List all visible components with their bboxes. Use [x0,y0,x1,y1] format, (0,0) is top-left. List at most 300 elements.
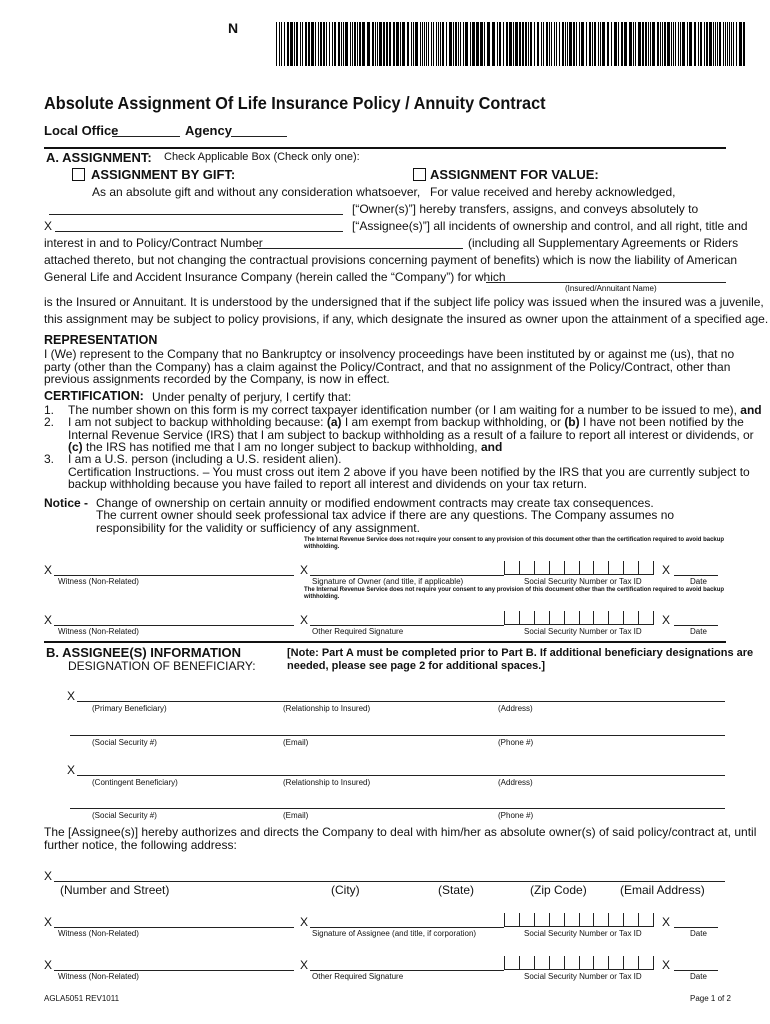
cert-item-2-line-3-text: the IRS has notified me that I am no longer subject to backup withholding, [86,440,478,454]
barcode-bar [343,22,344,66]
ssn-tick [534,913,535,927]
barcode-bar [713,22,714,66]
barcode-bar [402,22,405,66]
authorize-line-2: further notice, the following address: [44,838,237,852]
contingent-phone-caption: (Phone #) [498,811,534,820]
ssn-tick [504,561,505,575]
barcode-bar [411,22,412,66]
ssn-tick [549,913,550,927]
barcode-bar [682,22,685,66]
ssn-tick [623,913,624,927]
witness-2-field[interactable] [54,625,294,626]
barcode-bar [492,22,495,66]
other-signature-field[interactable] [310,625,504,626]
assignee-text: [“Assignee(s)”] all incidents of ownership and control, and all right, title and [352,219,748,233]
contingent-beneficiary-line[interactable] [77,775,725,776]
barcode-bar [589,22,591,66]
owner-text: [“Owner(s)”] hereby transfers, assigns, and conveys absolutely to [352,202,699,216]
zip-caption: (Zip Code) [530,883,587,897]
representation-line-3: previous assignments recorded by the Company, is now in effect. [44,372,390,386]
barcode-bar [733,22,734,66]
ssn-tick [608,611,609,625]
other-sig-caption: Other Required Signature [312,627,404,636]
barcode-bar [438,22,439,66]
barcode-bar [311,22,314,66]
barcode-bar [671,22,672,66]
primary-beneficiary-caption: (Primary Beneficiary) [92,704,167,713]
barcode-bar [426,22,427,66]
primary-beneficiary-line[interactable] [77,701,725,702]
insured-line-2: this assignment may be subject to policy provisions, if any, which designate the insured as owner upon the attainment of a specified age. [44,312,769,326]
ssn-tick [638,956,639,970]
witness-2-caption: Witness (Non-Related) [58,627,139,636]
ssn-tick [564,561,565,575]
cert-item-2-b-label: (b) [564,415,580,429]
local-office-label: Local Office [44,123,119,138]
cert-item-1-and: and [740,403,762,417]
notice-line-2: The current owner should seek professional tax advice if there are any questions. The Company assumes no [96,508,675,522]
barcode-bar [463,22,464,66]
barcode-bar [551,22,552,66]
ssn-tick [623,956,624,970]
barcode-bar [581,22,584,66]
barcode-bar [525,22,527,66]
cert-item-2-a-label: (a) [326,415,342,429]
barcode-bar [472,22,475,66]
ssn-tick [638,611,639,625]
city-caption: (City) [331,883,360,897]
ssn-caption-2: Social Security Number or Tax ID [524,627,642,636]
barcode-bar [377,22,378,66]
form-id: AGLA5051 REV1011 [44,994,120,1003]
ssn-tick [564,611,565,625]
insured-caption: (Insured/Annuitant Name) [565,284,657,293]
ssn-tick [623,611,624,625]
barcode-bar [305,22,307,66]
gift-checkbox[interactable] [72,168,85,181]
ssn-tick [638,561,639,575]
barcode-bar [541,22,542,66]
barcode-bar [320,22,322,66]
attached-line: attached thereto, but not changing the contractual provisions concerning payment of benefits) which is now the liability of American [44,253,738,267]
primary-phone-caption: (Phone #) [498,738,534,747]
certification-intro: Under penalty of perjury, I certify that: [152,390,352,404]
representation-line-1: I (We) represent to the Company that no Bankruptcy or insolvency proceedings have been instituted by or against me (us), that no [44,347,735,361]
barcode-bar [470,22,471,66]
barcode-bar [594,22,596,66]
section-divider [44,147,726,149]
notice-label: Notice - [44,496,89,510]
assignee-sig-caption: Signature of Assignee (and title, if corporation) [312,929,477,938]
gift-text: As an absolute gift and without any consideration whatsoever, [92,185,421,199]
ssn-tick [638,913,639,927]
barcode-bar [300,22,301,66]
barcode-bar [562,22,564,66]
barcode-bar [308,22,310,66]
date-field-4[interactable] [674,970,718,971]
interest-suffix: (including all Supplementary Agreements or Riders [468,236,739,250]
barcode-bar [484,22,485,66]
barcode-bar [281,22,282,66]
ssn-tick [653,561,654,575]
barcode-bar [723,22,724,66]
witness-4-caption: Witness (Non-Related) [58,972,139,981]
barcode-bar [602,22,605,66]
barcode-bar [528,22,529,66]
other-sig-2-x: X [300,958,309,972]
barcode-bar [393,22,395,66]
contingent-social-caption: (Social Security #) [92,811,157,820]
barcode-bar [629,22,632,66]
ssn-tick [504,956,505,970]
interest-prefix: interest in and to Policy/Contract Number [44,236,263,250]
ssn-tick [579,561,580,575]
ssn-tick [549,956,550,970]
barcode-bar [422,22,423,66]
barcode-bar [290,22,293,66]
barcode-bar [480,22,483,66]
barcode-bar [396,22,399,66]
address-x: X [44,869,53,883]
barcode-bar [680,22,681,66]
ssn-tick [579,956,580,970]
barcode-bar [487,22,490,66]
general-line: General Life and Accident Insurance Company (herein called the “Company”) for which [44,270,506,284]
barcode-bar [635,22,636,66]
barcode-bar [383,22,385,66]
barcode-bar [648,22,649,66]
ssn-tick [519,611,520,625]
ssn-field-2[interactable] [504,609,654,625]
primary-address-caption: (Address) [498,704,533,713]
section-b-note-2: needed, please see page 2 for additional spaces.] [287,660,545,672]
cert-item-2-a-text: I am not subject to backup withholding because: [68,415,324,429]
barcode-bar [600,22,601,66]
barcode-bar [455,22,457,66]
ssn-tick [608,956,609,970]
barcode-bar [296,22,298,66]
cert-item-2 [68,415,744,429]
assignee-name-field[interactable] [55,231,343,232]
date-caption-1: Date [690,577,707,586]
ssn-caption-4: Social Security Number or Tax ID [524,972,642,981]
assignee-signature-field[interactable] [310,927,504,928]
barcode-bar [367,22,370,66]
barcode-bar [729,22,730,66]
barcode-bar [678,22,679,66]
barcode-bar [442,22,444,66]
contingent-relationship-caption: (Relationship to Insured) [283,778,371,787]
barcode-bar [352,22,353,66]
barcode-bar [530,22,532,66]
contingent-x: X [67,763,76,777]
witness-3-x: X [44,915,53,929]
ssn-tick [519,561,520,575]
barcode-bar [332,22,333,66]
witness-4-field[interactable] [54,970,294,971]
barcode-bar [611,22,612,66]
barcode-bar [569,22,572,66]
barcode-bar [345,22,348,66]
barcode-bar [598,22,599,66]
barcode-bar [279,22,280,66]
barcode-bar [607,22,609,66]
primary-contact-line[interactable] [70,735,725,736]
cert-instructions-2: backup withholding because you have failed to report all interest and dividends on your tax return. [68,477,587,491]
ssn-tick [519,913,520,927]
barcode-bar [549,22,550,66]
cert-item-2-c-text: I have not been notified by the [582,415,744,429]
ssn-field-1[interactable] [504,559,654,575]
barcode [276,22,746,66]
street-caption: (Number and Street) [60,883,170,897]
ssn-tick [579,611,580,625]
agency-label: Agency [185,123,232,138]
barcode-bar [503,22,504,66]
ssn-tick [608,561,609,575]
witness-4-x: X [44,958,53,972]
barcode-bar [497,22,498,66]
policy-number-field[interactable] [257,248,463,249]
barcode-bar [592,22,593,66]
barcode-bar [743,22,745,66]
contingent-email-caption: (Email) [283,811,309,820]
other-sig-caption-2: Other Required Signature [312,972,404,981]
date-caption-4: Date [690,972,707,981]
barcode-bar [565,22,566,66]
barcode-bar [567,22,568,66]
barcode-bar [433,22,434,66]
cert-item-3-num: 3. [44,452,55,466]
barcode-bar [621,22,623,66]
local-office-field[interactable] [112,136,180,137]
barcode-bar [407,22,409,66]
contingent-contact-line[interactable] [70,808,725,809]
representation-line-2: party (other than the Company) has a claim against the Policy/Contract, and that no assignment of the Policy/Contract, other than [44,360,731,374]
notice-line-1: Change of ownership on certain annuity or modified endowment contracts may create tax consequences. [96,496,654,510]
barcode-bar [350,22,351,66]
date-3-x: X [662,915,671,929]
barcode-bar [736,22,737,66]
barcode-bar [458,22,459,66]
barcode-bar [614,22,617,66]
ssn-tick [653,913,654,927]
barcode-bar [638,22,641,66]
witness-3-field[interactable] [54,927,294,928]
agency-field[interactable] [231,136,287,137]
ssn-caption-1: Social Security Number or Tax ID [524,577,642,586]
barcode-bar [372,22,374,66]
barcode-bar [329,22,330,66]
barcode-bar [302,22,303,66]
owner-signature-field[interactable] [310,575,504,576]
barcode-bar [633,22,634,66]
barcode-bar [375,22,376,66]
barcode-bar [357,22,358,66]
ssn-caption-3: Social Security Number or Tax ID [524,929,642,938]
barcode-bar [642,22,644,66]
barcode-bar [537,22,539,66]
barcode-bar [652,22,655,66]
barcode-bar [519,22,521,66]
barcode-bar [687,22,688,66]
barcode-bar [513,22,514,66]
barcode-bar [706,22,708,66]
date-caption-2: Date [690,627,707,636]
other-sig-x: X [300,613,309,627]
barcode-bar [400,22,401,66]
authorize-line-1: The [Assignee(s)] hereby authorizes and directs the Company to deal with him/her as absolute owner(s) of said policy/contract at, until [44,825,757,839]
ssn-tick [593,956,594,970]
barcode-bar [341,22,342,66]
barcode-bar [359,22,361,66]
ssn-tick [564,913,565,927]
barcode-bar [294,22,295,66]
barcode-bar [576,22,577,66]
barcode-bar [379,22,382,66]
barcode-bar [436,22,437,66]
owner-sig-x: X [300,563,309,577]
ssn-tick [549,561,550,575]
cert-item-2-c-label: (c) [68,440,83,454]
barcode-bar [453,22,454,66]
ssn-field-4[interactable] [504,954,654,970]
barcode-bar [698,22,699,66]
irs-note-1: The Internal Revenue Service does not require your consent to any provision of this document other than the certification required to avoid backup withholding. [304,537,725,550]
value-label: ASSIGNMENT FOR VALUE: [430,167,599,182]
address-line[interactable] [54,881,725,882]
corner-letter: N [228,20,239,36]
barcode-bar [554,22,555,66]
barcode-bar [424,22,425,66]
barcode-bar [465,22,468,66]
ssn-tick [608,913,609,927]
ssn-tick [549,611,550,625]
ssn-field-3[interactable] [504,911,654,927]
witness-1-field[interactable] [54,575,294,576]
date-2-x: X [662,613,671,627]
barcode-bar [727,22,728,66]
barcode-bar [326,22,327,66]
barcode-bar [673,22,674,66]
barcode-bar [509,22,512,66]
barcode-bar [415,22,418,66]
barcode-bar [694,22,696,66]
representation-heading: REPRESENTATION [44,333,158,347]
barcode-bar [664,22,666,66]
ssn-tick [653,956,654,970]
section-a-instruction: Check Applicable Box (Check only one): [164,151,360,163]
barcode-bar [413,22,414,66]
barcode-bar [284,22,285,66]
barcode-bar [354,22,356,66]
barcode-bar [334,22,336,66]
owner-name-field[interactable] [49,214,343,215]
barcode-bar [460,22,461,66]
ssn-tick [593,611,594,625]
date-1-x: X [662,563,671,577]
barcode-bar [579,22,580,66]
barcode-bar [700,22,702,66]
barcode-bar [386,22,388,66]
barcode-bar [428,22,429,66]
barcode-bar [709,22,712,66]
ssn-tick [504,611,505,625]
date-field-1[interactable] [674,575,718,576]
barcode-bar [315,22,316,66]
barcode-bar [506,22,508,66]
barcode-bar [546,22,548,66]
ssn-tick [653,611,654,625]
barcode-bar [725,22,726,66]
barcode-bar [689,22,692,66]
section-b-label: B. ASSIGNEE(S) INFORMATION [46,645,241,660]
gift-label: ASSIGNMENT BY GIFT: [91,167,236,182]
date-field-2[interactable] [674,625,718,626]
ssn-tick [593,561,594,575]
ssn-tick [534,956,535,970]
barcode-bar [440,22,441,66]
date-caption-3: Date [690,929,707,938]
barcode-bar [731,22,732,66]
barcode-bar [522,22,524,66]
email-address-caption: (Email Address) [620,883,705,897]
cert-item-2-line-2: Internal Revenue Service (IRS) that I am subject to backup withholding as a result of a failure to report all interest or dividends, or [68,428,754,442]
ssn-tick [593,913,594,927]
ssn-tick [579,913,580,927]
certification-heading: CERTIFICATION: [44,389,144,403]
witness-1-x: X [44,563,53,577]
primary-x: X [67,689,76,703]
contingent-address-caption: (Address) [498,778,533,787]
section-a-label: A. ASSIGNMENT: [46,150,152,165]
barcode-bar [715,22,716,66]
ssn-tick [504,913,505,927]
barcode-bar [389,22,391,66]
ssn-tick [534,611,535,625]
section-divider-b [44,641,726,643]
ssn-tick [623,561,624,575]
barcode-bar [675,22,676,66]
barcode-bar [515,22,518,66]
barcode-bar [662,22,663,66]
barcode-bar [362,22,365,66]
barcode-bar [719,22,721,66]
page-title: Absolute Assignment Of Life Insurance Policy / Annuity Contract [44,93,546,113]
barcode-bar [318,22,319,66]
notice-line-3: responsibility for the validity or sufficiency of any assignment. [96,521,420,535]
state-caption: (State) [438,883,475,897]
barcode-bar [431,22,432,66]
value-checkbox[interactable] [413,168,426,181]
irs-note-2: The Internal Revenue Service does not require your consent to any provision of this document other than the certification required to avoid backup withholding. [304,587,725,600]
witness-2-x: X [44,613,53,627]
cert-item-2-and: and [480,440,503,454]
barcode-bar [449,22,452,66]
date-4-x: X [662,958,671,972]
barcode-bar [543,22,544,66]
barcode-bar [667,22,670,66]
barcode-bar [323,22,325,66]
contingent-beneficiary-caption: (Contingent Beneficiary) [92,778,178,787]
assignee-x: X [44,219,53,233]
other-signature-field-2[interactable] [310,970,504,971]
insured-name-field[interactable] [486,282,726,283]
barcode-bar [704,22,705,66]
date-field-3[interactable] [674,927,718,928]
owner-sig-caption: Signature of Owner (and title, if applicable) [312,577,464,586]
barcode-bar [645,22,647,66]
